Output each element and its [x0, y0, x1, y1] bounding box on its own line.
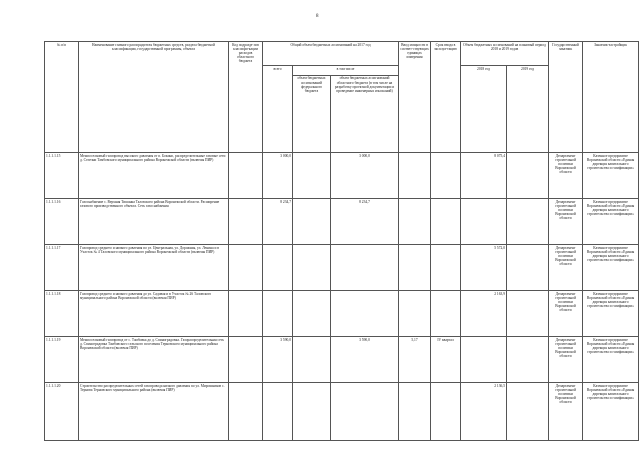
header-name: Наименование главного распорядителя бюджетных средств, раздела бюджетной классификации, государственной программы, объекта [79, 42, 229, 153]
row-name: Межпоселковый газопровод высокого давления от п. Бокино, распределительные газовые сети д. Селезни Тамбовского муниципального района Воронежской области (включая ПИР) [79, 153, 229, 199]
row-2019 [507, 199, 549, 245]
row-id: 1.1.1.1.18 [45, 291, 79, 337]
header-2019: 2019 год [507, 66, 549, 153]
row-customer-dev: Казенное предприятие Воронежской области «Единая дирекция капитального строительства и газификации» [583, 199, 639, 245]
row-2019 [507, 291, 549, 337]
row-regional [331, 291, 399, 337]
header-federal: объем бюджетных ассигнований федерального бюджета [293, 75, 331, 152]
row-customer-dev: Казенное предприятие Воронежской области «Единая дирекция капитального строительства и газификации» [583, 153, 639, 199]
header-customer-dev: Заказчик-застройщик [583, 42, 639, 153]
header-code: Код подразде-лов классифи-кации расходов областного бюджета [229, 42, 263, 153]
header-deadline: Срок ввода в эксплуа-тацию [431, 42, 461, 153]
row-code [229, 291, 263, 337]
row-customer-dev: Казенное предприятие Воронежской области «Единая дирекция капитального строительства и газификации» [583, 336, 639, 382]
row-total: 3 590,0 [263, 336, 293, 382]
row-2018: 2 136,5 [461, 382, 507, 440]
row-id: 1.1.1.1.16 [45, 199, 79, 245]
row-federal [293, 291, 331, 337]
row-customer-state: Департамент строительной политики Воронежской области [549, 382, 583, 440]
row-2018: 8 075,4 [461, 153, 507, 199]
row-id: 1.1.1.1.15 [45, 153, 79, 199]
row-id: 1.1.1.1.17 [45, 245, 79, 291]
row-capacity [399, 291, 431, 337]
row-customer-dev: Казенное предприятие Воронежской области «Единая дирекция капитального строительства и газификации» [583, 382, 639, 440]
header-regional: объем бюджетных ассигнований областного бюджета (в том числе на разработку проектной документации и проведение инженерных изысканий) [331, 75, 399, 152]
row-federal [293, 245, 331, 291]
row-name: Газоснабжение с. Верхняя Тишанка Таловского района Воронежской области. Расширение газового производственного объекта. Сеть газоснабжения [79, 199, 229, 245]
row-2018: 5 572,0 [461, 245, 507, 291]
row-2018: 2 163,9 [461, 291, 507, 337]
row-deadline [431, 153, 461, 199]
row-customer-state: Департамент строительной политики Воронежской области [549, 199, 583, 245]
row-2018 [461, 199, 507, 245]
row-regional [331, 382, 399, 440]
row-capacity: 5,17 [399, 336, 431, 382]
table-row [45, 153, 639, 199]
row-deadline [431, 382, 461, 440]
row-regional [331, 245, 399, 291]
table-row [45, 382, 639, 440]
row-capacity [399, 199, 431, 245]
row-code [229, 382, 263, 440]
row-customer-state: Департамент строительной политики Воронежской области [549, 291, 583, 337]
row-code [229, 245, 263, 291]
header-incl: в том числе [293, 66, 399, 76]
row-deadline [431, 199, 461, 245]
row-total: 3 000,0 [263, 153, 293, 199]
row-capacity [399, 382, 431, 440]
header-capacity: Ввод мощности в соответ-ствующих единицах измерения [399, 42, 431, 153]
row-code [229, 153, 263, 199]
header-all: всего [263, 66, 293, 153]
row-name: Газопровод среднего и низкого давления по ул. Центральная, ул. Дорожная, ул. Ленина и в Участок № 4 Таловского муниципального района Воронежской области (включая ПИР) [79, 245, 229, 291]
row-2019 [507, 245, 549, 291]
row-total [263, 291, 293, 337]
header-customer-state: Государственный заказчик [549, 42, 583, 153]
row-federal [293, 336, 331, 382]
table-row [45, 291, 639, 337]
row-2019 [507, 336, 549, 382]
row-code [229, 336, 263, 382]
row-regional: 8 234,7 [331, 199, 399, 245]
header-num: № п/п [45, 42, 79, 153]
row-deadline [431, 291, 461, 337]
page-number: 8 [316, 14, 319, 19]
row-customer-state: Департамент строительной политики Воронежской области [549, 153, 583, 199]
row-total [263, 245, 293, 291]
row-customer-dev: Казенное предприятие Воронежской области «Единая дирекция капитального строительства и газификации» [583, 291, 639, 337]
table-row [45, 199, 639, 245]
header-2018: 2018 год [461, 66, 507, 153]
header-volume-plan: Объем бюджетных ассигнований на плановый период 2018 и 2019 годов [461, 42, 549, 66]
row-2019 [507, 153, 549, 199]
row-federal [293, 382, 331, 440]
row-name: Газопровод среднего и низкого давления до ул. Садовая и в Участок № 26 Таловского муниципального района Воронежской области (включая ПИР) [79, 291, 229, 337]
row-code [229, 199, 263, 245]
row-capacity [399, 153, 431, 199]
row-federal [293, 153, 331, 199]
row-total [263, 382, 293, 440]
row-regional: 3 000,0 [331, 153, 399, 199]
row-capacity [399, 245, 431, 291]
row-customer-state: Департамент строительной политики Воронежской области [549, 245, 583, 291]
row-regional: 3 590,0 [331, 336, 399, 382]
row-total: 8 234,7 [263, 199, 293, 245]
header-total-2017: Общий объем бюджетных ассигнований на 2017 год [263, 42, 399, 66]
row-deadline [431, 245, 461, 291]
budget-table [44, 41, 639, 441]
table-row [45, 336, 639, 382]
row-name: Строительство распределительных сетей газопровода низкого давления по ул. Мирошников с. Тернова Терновского муниципального района (включая ПИР) [79, 382, 229, 440]
row-id: 1.1.1.1.19 [45, 336, 79, 382]
table-row [45, 245, 639, 291]
row-customer-state: Департамент строительной политики Воронежской области [549, 336, 583, 382]
row-2019 [507, 382, 549, 440]
header-row [45, 42, 639, 66]
row-name: Межпоселковый газопровод от с. Тамбовка до д. Спиноградовка. Газораспределительная сеть д. Спиноградовка Тамбовского сельского поселения Терновского муниципального района Воронежской области (включая ПИР) [79, 336, 229, 382]
row-customer-dev: Казенное предприятие Воронежской области «Единая дирекция капитального строительства и газификации» [583, 245, 639, 291]
row-2018 [461, 336, 507, 382]
row-deadline: IV квартал [431, 336, 461, 382]
row-id: 1.1.1.1.20 [45, 382, 79, 440]
row-federal [293, 199, 331, 245]
